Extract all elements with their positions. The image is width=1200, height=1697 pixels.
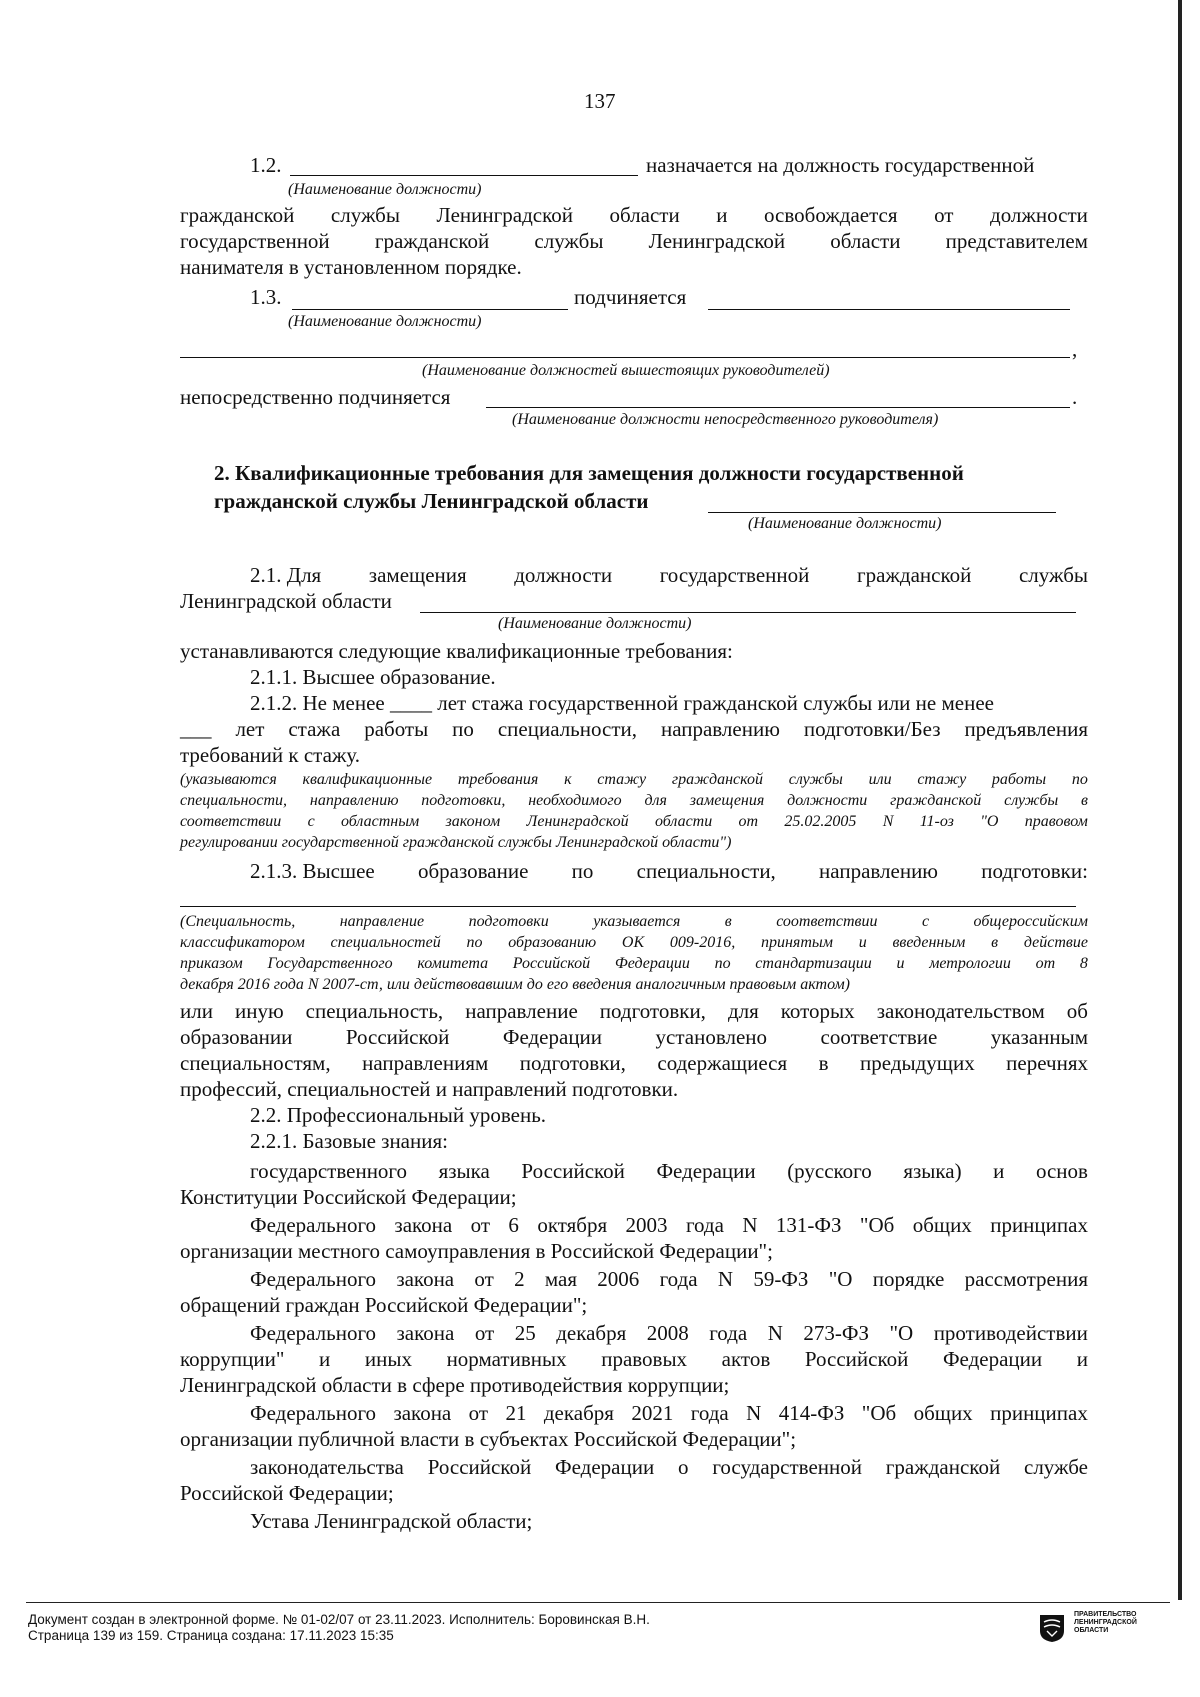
caption-direct-manager: (Наименование должности непосредственного руководителя) bbox=[512, 411, 939, 428]
word: 2.1.3. Высшее bbox=[250, 859, 375, 883]
word: гражданской bbox=[885, 1455, 1001, 1479]
word: по bbox=[714, 955, 731, 972]
clause-1-2-line2 bbox=[180, 202, 1088, 228]
word: от bbox=[474, 1321, 495, 1345]
word: Ленинградской bbox=[526, 813, 629, 830]
clause-1-2-number: 1.2. bbox=[250, 153, 282, 177]
word: ОК bbox=[621, 934, 645, 951]
word: области bbox=[654, 813, 713, 830]
word: содержащиеся bbox=[657, 1051, 788, 1075]
word: направлениям bbox=[362, 1051, 489, 1075]
page-number: 137 bbox=[584, 89, 616, 113]
knowledge-6 bbox=[250, 1454, 1088, 1480]
word: подготовки bbox=[468, 913, 549, 930]
word: 131-ФЗ bbox=[775, 1213, 842, 1237]
knowledge-5 bbox=[250, 1400, 1088, 1426]
word: образовании bbox=[180, 1025, 293, 1049]
word: "Об bbox=[861, 1401, 897, 1425]
word: или bbox=[868, 771, 892, 788]
clause-1-3-number: 1.3. bbox=[250, 285, 282, 309]
word: специальности, bbox=[497, 717, 638, 741]
word: от bbox=[470, 1213, 491, 1237]
word: от bbox=[738, 813, 759, 830]
word: 6 bbox=[508, 1213, 519, 1237]
word: ___ bbox=[180, 717, 212, 741]
word: рассмотрения bbox=[964, 1267, 1088, 1291]
word: введенным bbox=[892, 934, 966, 951]
word: указанным bbox=[990, 1025, 1088, 1049]
word: специальностям, bbox=[180, 1051, 331, 1075]
word: направлению bbox=[819, 859, 938, 883]
clause-2-1-2-line2 bbox=[180, 716, 1088, 742]
blank-line-position bbox=[290, 175, 638, 176]
word: гражданской bbox=[180, 203, 295, 227]
caption-superiors: (Наименование должностей вышестоящих руководителей) bbox=[422, 362, 830, 379]
word: Российской bbox=[345, 1025, 450, 1049]
clause-2-1-line3: устанавливаются следующие квалификационные требования: bbox=[180, 639, 733, 663]
word: 21 bbox=[505, 1401, 527, 1425]
word: декабря bbox=[556, 1321, 627, 1345]
note-experience-line3 bbox=[180, 812, 1088, 832]
word: 8 bbox=[1079, 955, 1088, 972]
word: от bbox=[1035, 955, 1056, 972]
word: специальности, bbox=[180, 792, 288, 809]
word: специальность, bbox=[305, 999, 444, 1023]
word: направление bbox=[339, 913, 425, 930]
clause-2-1-1: 2.1.1. Высшее образование. bbox=[250, 665, 496, 689]
word: Федерации bbox=[502, 1025, 603, 1049]
word: от bbox=[934, 203, 954, 227]
word: освобождается bbox=[764, 203, 898, 227]
word: области bbox=[830, 229, 901, 253]
note-specialty-line4: декабря 2016 года N 2007-ст, или действовавшим до его введения аналогичным правовым актом) bbox=[180, 976, 851, 993]
word: Федерального bbox=[250, 1213, 377, 1237]
word: комитета bbox=[417, 955, 489, 972]
word: N bbox=[742, 1213, 758, 1237]
section-2-heading: 2. Квалификационные требования для замещения должности государственной bbox=[214, 461, 964, 485]
blank-line-position bbox=[292, 309, 568, 310]
word: принципах bbox=[990, 1213, 1088, 1237]
word: должности bbox=[787, 792, 868, 809]
word: 414-ФЗ bbox=[778, 1401, 845, 1425]
word: подготовки: bbox=[981, 859, 1088, 883]
note-experience-line2 bbox=[180, 791, 1088, 811]
word: законодательства bbox=[250, 1455, 404, 1479]
word: "О bbox=[889, 1321, 914, 1345]
word: специальности, bbox=[636, 859, 776, 883]
word: принципах bbox=[990, 1401, 1088, 1425]
word: 009-2016, bbox=[669, 934, 736, 951]
word: перечнях bbox=[1006, 1051, 1088, 1075]
word: Федерации bbox=[614, 955, 690, 972]
word: работы bbox=[364, 717, 429, 741]
knowledge-5-line2: организации публичной власти в субъектах Российской Федерации"; bbox=[180, 1427, 797, 1451]
word: коррупции" bbox=[180, 1347, 285, 1371]
section-2-heading-line2: гражданской службы Ленинградской области bbox=[214, 489, 649, 513]
caption-position-name: (Наименование должности) bbox=[288, 313, 482, 330]
word: для bbox=[727, 999, 759, 1023]
word: Федерации bbox=[656, 1159, 756, 1183]
word: закона bbox=[394, 1213, 453, 1237]
word: стажу bbox=[597, 771, 647, 788]
word: правовом bbox=[1024, 813, 1088, 830]
knowledge-4-line3: Ленинградской области в сфере противодействия коррупции; bbox=[180, 1373, 730, 1397]
blank-line-position bbox=[420, 612, 1076, 613]
word: Ленинградской bbox=[648, 229, 786, 253]
word: службы bbox=[1004, 792, 1059, 809]
clause-2-1-line2: Ленинградской области bbox=[180, 589, 392, 613]
word: от bbox=[468, 1401, 489, 1425]
clause-1-2-text: назначается на должность государственной bbox=[646, 153, 1035, 177]
word: актов bbox=[721, 1347, 771, 1371]
clause-2-2-1: 2.2.1. Базовые знания: bbox=[250, 1129, 448, 1153]
word: N bbox=[882, 813, 894, 830]
knowledge-1 bbox=[250, 1158, 1088, 1184]
word: "О bbox=[828, 1267, 853, 1291]
word: Российской bbox=[521, 1159, 625, 1183]
knowledge-1-line2: Конституции Российской Федерации; bbox=[180, 1185, 517, 1209]
knowledge-7: Устава Ленинградской области; bbox=[250, 1509, 533, 1533]
word: метрологии bbox=[929, 955, 1011, 972]
word: образование bbox=[417, 859, 529, 883]
note-experience-line4: регулировании государственной гражданской службы Ленинградской области") bbox=[180, 834, 732, 851]
word: закона bbox=[393, 1401, 452, 1425]
word: закона bbox=[396, 1267, 455, 1291]
word: направлению bbox=[660, 717, 780, 741]
clause-2-1-3 bbox=[250, 858, 1088, 884]
blank-line-superior bbox=[708, 309, 1070, 310]
knowledge-3-line2: обращений граждан Российской Федерации"; bbox=[180, 1293, 588, 1317]
clause-1-2-line4: нанимателя в установленном порядке. bbox=[180, 255, 522, 279]
other-specialty-line3 bbox=[180, 1050, 1088, 1076]
word: в bbox=[1081, 792, 1088, 809]
word: 2.1. Для bbox=[250, 563, 322, 587]
word: в bbox=[724, 913, 732, 930]
word: гражданской bbox=[671, 771, 764, 788]
blank-line-specialty bbox=[180, 906, 1076, 907]
word: 2008 bbox=[646, 1321, 689, 1345]
word: работы bbox=[991, 771, 1047, 788]
other-specialty-line1 bbox=[180, 998, 1088, 1024]
word: государственной bbox=[712, 1455, 862, 1479]
word: службы bbox=[1018, 563, 1088, 587]
word: к bbox=[564, 771, 572, 788]
word: предъявления bbox=[964, 717, 1088, 741]
word: гражданской bbox=[856, 563, 972, 587]
word: подготовки, bbox=[519, 1051, 626, 1075]
word: указывается bbox=[593, 913, 681, 930]
word: 2006 bbox=[597, 1267, 640, 1291]
knowledge-4 bbox=[250, 1320, 1088, 1346]
word: в bbox=[991, 934, 999, 951]
word: общих bbox=[913, 1401, 973, 1425]
word: и bbox=[1076, 1347, 1088, 1371]
word: действие bbox=[1023, 934, 1088, 951]
note-experience-line1 bbox=[180, 770, 1088, 790]
word: Российской bbox=[804, 1347, 909, 1371]
word: Федерации bbox=[942, 1347, 1043, 1371]
word: областным bbox=[340, 813, 420, 830]
word: представителем bbox=[945, 229, 1088, 253]
word: по bbox=[571, 859, 594, 883]
word: и bbox=[319, 1347, 331, 1371]
clause-2-1-line1 bbox=[250, 562, 1088, 588]
clause-1-2-line3 bbox=[180, 228, 1088, 254]
note-specialty-line3 bbox=[180, 954, 1088, 974]
word: иную bbox=[234, 999, 284, 1023]
word: о bbox=[678, 1455, 689, 1479]
note-specialty-line1 bbox=[180, 912, 1088, 932]
word: порядке bbox=[872, 1267, 945, 1291]
knowledge-3 bbox=[250, 1266, 1088, 1292]
word: Государственного bbox=[267, 955, 393, 972]
word: и bbox=[716, 203, 728, 227]
word: замещения bbox=[689, 792, 765, 809]
word: государственной bbox=[659, 563, 810, 587]
word: N bbox=[767, 1321, 783, 1345]
word: стажа bbox=[288, 717, 341, 741]
word: предыдущих bbox=[860, 1051, 975, 1075]
word: общих bbox=[912, 1213, 972, 1237]
scan-edge-bar bbox=[1178, 0, 1182, 1600]
word: установлено bbox=[655, 1025, 768, 1049]
word: противодействии bbox=[933, 1321, 1088, 1345]
word: службы bbox=[788, 771, 843, 788]
period: . bbox=[1072, 385, 1078, 409]
word: по bbox=[1071, 771, 1088, 788]
word: принятым bbox=[760, 934, 833, 951]
word: с bbox=[921, 913, 930, 930]
word: N bbox=[746, 1401, 762, 1425]
word: службе bbox=[1024, 1455, 1088, 1479]
word: службы bbox=[330, 203, 400, 227]
other-specialty-line4: профессий, специальностей и направлений подготовки. bbox=[180, 1077, 679, 1101]
other-specialty-line2 bbox=[180, 1024, 1088, 1050]
word: Федерации bbox=[555, 1455, 655, 1479]
word: законом bbox=[445, 813, 501, 830]
word: должности bbox=[514, 563, 613, 587]
word: стажу bbox=[917, 771, 967, 788]
word: года bbox=[659, 1267, 698, 1291]
word: "О bbox=[980, 813, 999, 830]
word: нормативных bbox=[446, 1347, 567, 1371]
word: мая bbox=[544, 1267, 578, 1291]
note-specialty-line2 bbox=[180, 933, 1088, 953]
word: основ bbox=[1035, 1159, 1088, 1183]
word: и bbox=[896, 955, 905, 972]
government-label: ПРАВИТЕЛЬСТВО ЛЕНИНГРАДСКОЙ ОБЛАСТИ bbox=[1074, 1611, 1137, 1634]
word: 11-оз bbox=[919, 813, 954, 830]
clause-2-1-2: 2.1.2. Не менее ____ лет стажа государственной гражданской службы или не менее bbox=[250, 691, 994, 715]
word: для bbox=[644, 792, 667, 809]
word: лет bbox=[235, 717, 265, 741]
word: языка bbox=[438, 1159, 490, 1183]
direct-subordination-text: непосредственно подчиняется bbox=[180, 385, 451, 409]
word: 273-ФЗ bbox=[803, 1321, 869, 1345]
word: закона bbox=[396, 1321, 455, 1345]
knowledge-2 bbox=[250, 1212, 1088, 1238]
word: Ленинградской bbox=[436, 203, 573, 227]
word: от bbox=[474, 1267, 494, 1291]
word: направление bbox=[465, 999, 578, 1023]
word: об bbox=[1066, 999, 1088, 1023]
word: с bbox=[307, 813, 315, 830]
word: N bbox=[717, 1267, 734, 1291]
word: Федерального bbox=[250, 1267, 377, 1291]
word: по bbox=[452, 717, 474, 741]
word: года bbox=[709, 1321, 748, 1345]
word: службы bbox=[534, 229, 604, 253]
word: которых bbox=[780, 999, 855, 1023]
word: соответствии bbox=[776, 913, 878, 930]
word: должности bbox=[990, 203, 1088, 227]
blank-line-superiors bbox=[180, 357, 1070, 358]
word: законодательством bbox=[876, 999, 1045, 1023]
word: и bbox=[858, 934, 867, 951]
word: иных bbox=[364, 1347, 412, 1371]
word: октября bbox=[537, 1213, 608, 1237]
word: соответствие bbox=[820, 1025, 938, 1049]
footer-line1: Документ создан в электронной форме. № 01-02/07 от 23.11.2023. Исполнитель: Боровинская В.Н. bbox=[28, 1612, 650, 1627]
word: области bbox=[609, 203, 680, 227]
blank-line-heading-position bbox=[708, 512, 1056, 513]
word: 2003 bbox=[625, 1213, 668, 1237]
clause-2-1-2-line3: требований к стажу. bbox=[180, 743, 361, 767]
word: "Об bbox=[859, 1213, 895, 1237]
word: (указываются bbox=[180, 771, 277, 788]
caption-position-name: (Наименование должности) bbox=[498, 615, 692, 632]
knowledge-4-line2 bbox=[180, 1346, 1088, 1372]
word: правовых bbox=[601, 1347, 688, 1371]
word: 2 bbox=[514, 1267, 525, 1291]
clause-1-3-subordinate: подчиняется bbox=[574, 285, 687, 309]
word: 2021 bbox=[631, 1401, 674, 1425]
word: замещения bbox=[368, 563, 467, 587]
word: соответствии bbox=[180, 813, 282, 830]
word: государственного bbox=[250, 1159, 408, 1183]
word: образованию bbox=[508, 934, 597, 951]
word: в bbox=[818, 1051, 829, 1075]
word: по bbox=[466, 934, 483, 951]
word: подготовки/Без bbox=[803, 717, 941, 741]
word: общероссийским bbox=[973, 913, 1088, 930]
word: года bbox=[685, 1213, 724, 1237]
word: классификатором bbox=[180, 934, 305, 951]
word: или bbox=[180, 999, 213, 1023]
word: Российской bbox=[512, 955, 591, 972]
word: государственной bbox=[180, 229, 330, 253]
comma: , bbox=[1072, 337, 1078, 361]
clause-2-2: 2.2. Профессиональный уровень. bbox=[250, 1103, 547, 1127]
word: подготовки, bbox=[421, 792, 506, 809]
word: 59-ФЗ bbox=[753, 1267, 809, 1291]
word: гражданской bbox=[374, 229, 490, 253]
footer-divider bbox=[26, 1602, 1170, 1603]
word: (русского bbox=[787, 1159, 872, 1183]
knowledge-2-line2: организации местного самоуправления в Российской Федерации"; bbox=[180, 1239, 773, 1263]
word: (Специальность, bbox=[180, 913, 296, 930]
caption-position-name: (Наименование должности) bbox=[748, 515, 942, 532]
knowledge-6-line2: Российской Федерации; bbox=[180, 1481, 394, 1505]
word: 25 bbox=[514, 1321, 536, 1345]
word: приказом bbox=[180, 955, 243, 972]
word: языка) bbox=[903, 1159, 962, 1183]
word: гражданской bbox=[890, 792, 982, 809]
word: квалификационные bbox=[302, 771, 433, 788]
word: декабря bbox=[543, 1401, 614, 1425]
word: направлению bbox=[309, 792, 399, 809]
word: и bbox=[993, 1159, 1005, 1183]
word: требования bbox=[457, 771, 539, 788]
caption-position-name: (Наименование должности) bbox=[288, 181, 482, 198]
word: Федерального bbox=[250, 1321, 377, 1345]
coat-of-arms-icon bbox=[1038, 1613, 1066, 1643]
word: 25.02.2005 bbox=[784, 813, 857, 830]
word: Федерального bbox=[250, 1401, 377, 1425]
word: специальностей bbox=[330, 934, 441, 951]
word: необходимого bbox=[528, 792, 622, 809]
footer-line2: Страница 139 из 159. Страница создана: 17.11.2023 15:35 bbox=[28, 1628, 394, 1643]
blank-line-direct-manager bbox=[486, 407, 1070, 408]
word: года bbox=[690, 1401, 729, 1425]
word: Российской bbox=[427, 1455, 532, 1479]
word: подготовки, bbox=[599, 999, 706, 1023]
word: стандартизации bbox=[755, 955, 872, 972]
